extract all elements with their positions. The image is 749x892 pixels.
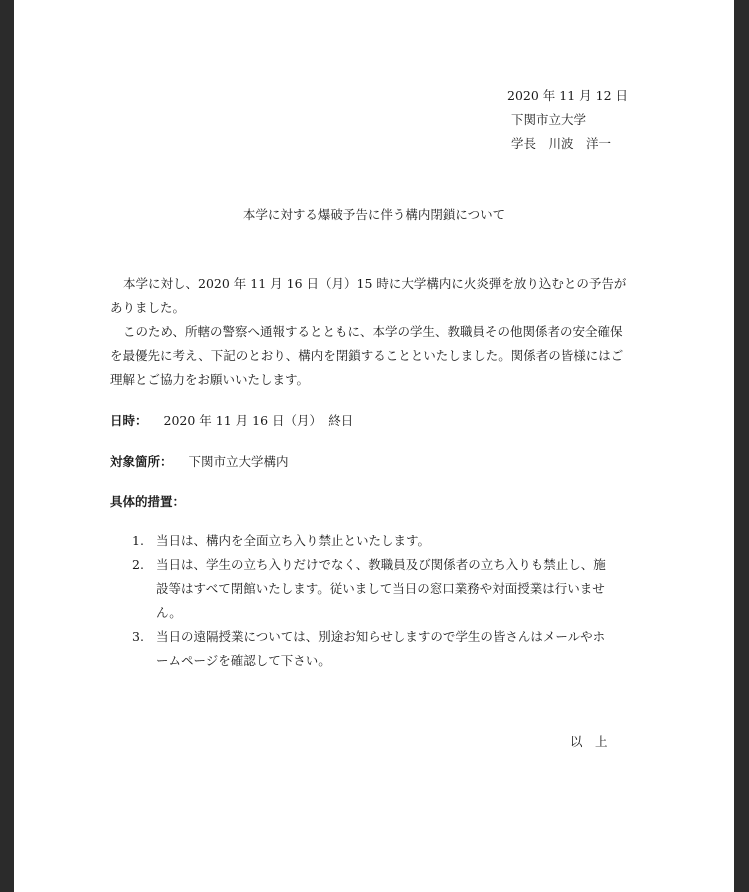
signatory: 学長 川波 洋一 [511, 136, 612, 151]
location-value: 下関市立大学構内 [188, 454, 289, 469]
document-title: 本学に対する爆破予告に伴う構内閉鎖について [242, 207, 506, 222]
document-date: 2020 年 11 月 12 日 [507, 88, 628, 103]
datetime-row [110, 411, 353, 429]
list-item [132, 529, 608, 553]
measures-heading [110, 492, 185, 510]
list-item-number: 3. [132, 629, 144, 644]
location-row [110, 452, 289, 470]
list-item-number: 1. [132, 533, 144, 548]
closing-mark: 以 上 [570, 734, 608, 749]
list-item-number: 2. [132, 557, 144, 572]
body-paragraph-1: 本学に対し、2020 年 11 月 16 日（月）15 時に大学構内に火炎弾を放り込むとの予告がありました。 [110, 276, 627, 315]
list-item [132, 553, 608, 625]
list-item [132, 625, 608, 673]
issuing-organization: 下関市立大学 [511, 112, 587, 127]
measures-list [132, 529, 608, 673]
document-page [14, 0, 734, 892]
location-label: 対象箇所： [110, 454, 173, 469]
datetime-label: 日時： [110, 413, 148, 428]
body-text [110, 272, 630, 392]
datetime-value: 2020 年 11 月 16 日（月） 終日 [163, 413, 354, 428]
body-paragraph-2: このため、所轄の警察へ通報するとともに、本学の学生、教職員その他関係者の安全確保を最優先に考え、下記のとおり、構内を閉鎖することといたしました。関係者の皆様にはご理解とご協力をお願いいたします。 [110, 324, 624, 387]
list-item-text: 当日の遠隔授業については、別途お知らせしますので学生の皆さんはメールやホームページを確認して下さい。 [156, 629, 606, 668]
list-item-text: 当日は、学生の立ち入りだけでなく、教職員及び関係者の立ち入りも禁止し、施設等はすべて閉館いたします。従いまして当日の窓口業務や対面授業は行いません。 [156, 557, 606, 620]
measures-label: 具体的措置： [110, 494, 186, 509]
list-item-text: 当日は、構内を全面立ち入り禁止といたします。 [156, 533, 431, 548]
